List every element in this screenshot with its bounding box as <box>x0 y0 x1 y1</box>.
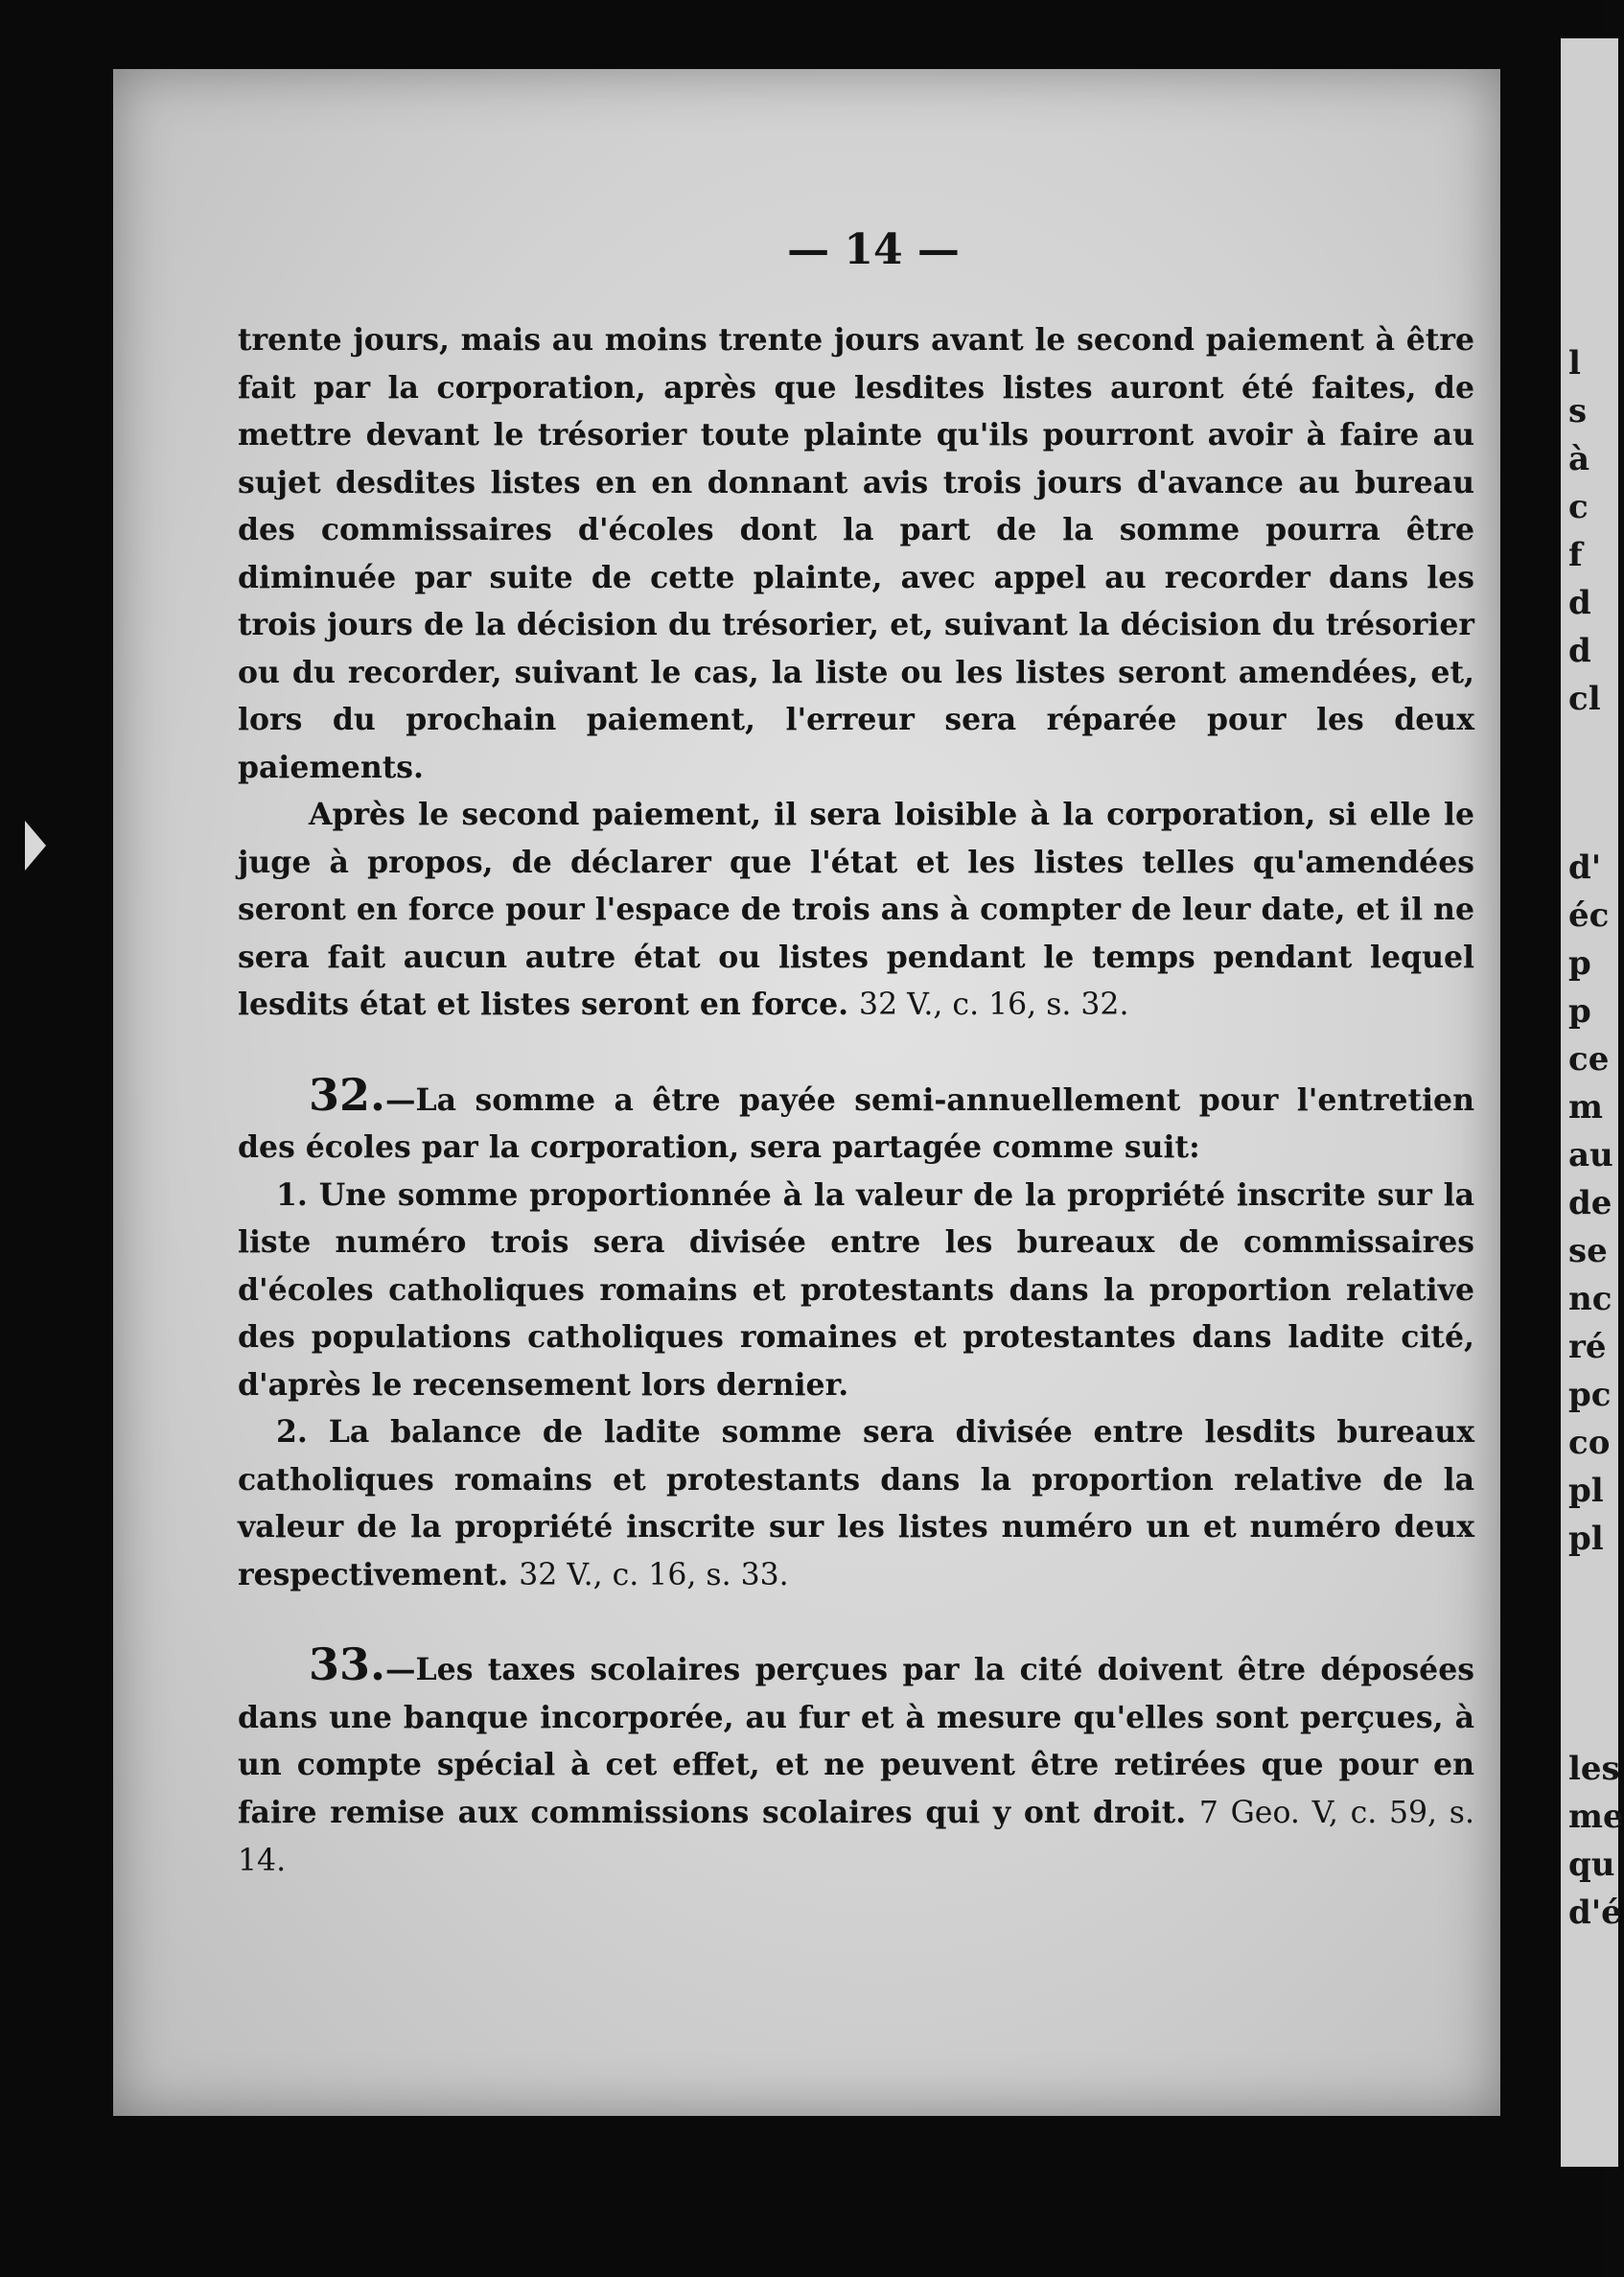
adjacent-fragment: pl <box>1568 1472 1604 1510</box>
list-item <box>238 1408 1474 1599</box>
adjacent-fragment: se <box>1568 1232 1608 1270</box>
adjacent-fragment: à <box>1568 440 1590 478</box>
paragraph-text: trente jours, mais au moins trente jours avant le second paiement à être fait par la corporation, après que lesdites listes auront été faites, de mettre devant le trésorier toute plainte qu'ils pourront avoir à faire au sujet desdites listes en en donnant avis trois jours d'avance au bureau des commissaires d'écoles dont la part de la somme pourra être diminuée par suite de cette plainte, avec appel au recorder dans les trois jours de la décision du trésorier, et, suivant la décision du trésorier ou du recorder, suivant le cas, la liste ou les listes seront amendées, et, lors du prochain paiement, l'erreur sera réparée pour les deux paiements. <box>238 322 1474 785</box>
adjacent-fragment: nc <box>1568 1280 1612 1318</box>
adjacent-fragment: pl <box>1568 1520 1604 1558</box>
adjacent-fragment: ré <box>1568 1328 1607 1366</box>
section-32-intro <box>238 1068 1474 1172</box>
adjacent-fragment: m <box>1568 1088 1603 1127</box>
adjacent-fragment: d <box>1568 584 1591 622</box>
adjacent-fragment: éc <box>1568 896 1610 935</box>
section-text: —Les taxes scolaires perçues par la cité doivent être déposées dans une banque incorporée, au fur et à mesure qu'elles sont perçues, à un compte spécial à cet effet, et ne peuvent être retirées que pour en faire remise aux commissions scolaires qui y ont droit. <box>238 1652 1474 1830</box>
adjacent-fragment: au <box>1568 1136 1613 1174</box>
adjacent-fragment: pc <box>1568 1376 1612 1414</box>
list-item-text: 2. La balance de ladite somme sera divisée entre lesdits bureaux catholiques romains et protestants dans la proportion relative de la valeur de la propriété inscrite sur les listes numéro un et numéro deux respectivement. <box>238 1414 1474 1592</box>
legal-citation: 7 Geo. V, c. 59, s. 14. <box>238 1795 1474 1878</box>
adjacent-fragment: me <box>1568 1798 1624 1836</box>
legal-citation: 32 V., c. 16, s. 32. <box>859 987 1129 1022</box>
legal-citation: 32 V., c. 16, s. 33. <box>519 1557 789 1592</box>
adjacent-fragment: qu <box>1568 1846 1615 1884</box>
section-text: —La somme a être payée semi-annuellement pour l'entretien des écoles par la corporation, sera partagée comme suit: <box>238 1081 1474 1165</box>
adjacent-fragment: c <box>1568 488 1589 526</box>
section-33-intro <box>238 1638 1474 1886</box>
adjacent-fragment: d <box>1568 632 1591 670</box>
adjacent-fragment: p <box>1568 944 1591 983</box>
list-item-text: 1. Une somme proportionnée à la valeur de la propriété inscrite sur la liste numéro trois sera divisée entre les bureaux de commissaires d'écoles catholiques romains et protestants dans la proportion relative des populations catholiques romaines et protestantes dans ladite cité, d'après le recensement lors dernier. <box>238 1176 1474 1403</box>
page-edge-mark <box>25 821 46 871</box>
adjacent-fragment: s <box>1568 392 1588 430</box>
adjacent-fragment: ce <box>1568 1040 1610 1079</box>
adjacent-fragment: les <box>1568 1750 1620 1788</box>
page-body <box>238 316 1474 1886</box>
adjacent-fragment: f <box>1568 536 1583 574</box>
page-number-header: — 14 — <box>787 225 960 274</box>
paragraph-text: Après le second paiement, il sera loisible à la corporation, si elle le juge à propos, de déclarer que l'état et les listes telles qu'amendées seront en force pour l'espace de trois ans à compter de leur date, et il ne sera fait aucun autre état ou listes pendant le temps pendant lequel lesdits état et listes seront en force. <box>238 797 1474 1022</box>
adjacent-fragment: de <box>1568 1184 1612 1222</box>
adjacent-fragment: l <box>1568 344 1581 383</box>
adjacent-fragment: d' <box>1568 848 1602 887</box>
section-number: 32. <box>309 1068 386 1121</box>
adjacent-fragment: co <box>1568 1424 1611 1462</box>
paragraph <box>238 316 1474 791</box>
adjacent-fragment: d'é <box>1568 1894 1622 1932</box>
adjacent-fragment: cl <box>1568 680 1601 718</box>
paragraph <box>238 791 1474 1030</box>
adjacent-fragment: p <box>1568 992 1591 1031</box>
adjacent-page-edge <box>1561 38 1624 2167</box>
section-number: 33. <box>309 1638 386 1690</box>
list-item <box>238 1172 1474 1409</box>
